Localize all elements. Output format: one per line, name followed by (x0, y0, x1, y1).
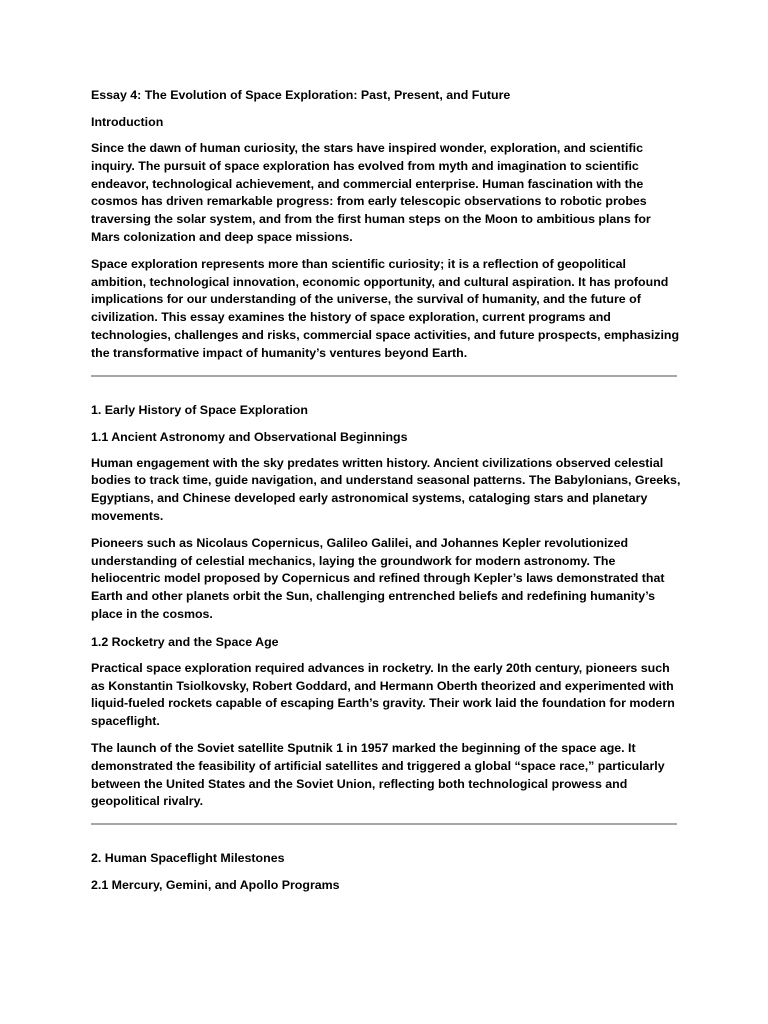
section-1-1-paragraph-1: Human engagement with the sky predates written history. Ancient civilizations observed celestial bodies to track time, guide navigation, and understand seasonal patterns. The Babylonians, Greeks, Egyptians, and Chinese developed early astronomical systems, cataloging stars and planetary movements. (91, 455, 681, 523)
section-divider-1 (91, 375, 677, 377)
section-1-1-paragraph-2: Pioneers such as Nicolaus Copernicus, Galileo Galilei, and Johannes Kepler revolutionized understanding of celestial mechanics, laying the groundwork for modern astronomy. The heliocentric model proposed by Copernicus and refined through Kepler’s laws demonstrated that Earth and other planets orbit the Sun, challenging entrenched beliefs and redefining humanity’s place in the cosmos. (91, 535, 665, 621)
section-1-1-heading: 1.1 Ancient Astronomy and Observational Beginnings (91, 429, 408, 444)
document-title: Essay 4: The Evolution of Space Exploration: Past, Present, and Future (91, 88, 511, 102)
document-page (91, 86, 681, 903)
section-1-2-heading: 1.2 Rocketry and the Space Age (91, 634, 279, 649)
section-1-heading: 1. Early History of Space Exploration (91, 402, 308, 417)
introduction-paragraph-1: Since the dawn of human curiosity, the stars have inspired wonder, exploration, and scientific inquiry. The pursuit of space exploration has evolved from myth and imagination to scientific endeavor, technological achievement, and commercial enterprise. Human fascination with the cosmos has driven remarkable progress: from early telescopic observations to robotic probes traversing the solar system, and from the first human steps on the Moon to ambitious plans for Mars colonization and deep space missions. (91, 141, 651, 244)
section-1-2-paragraph-2: The launch of the Soviet satellite Sputnik 1 in 1957 marked the beginning of the space age. It demonstrated the feasibility of artificial satellites and triggered a global “space race,” particularly between the United States and the Soviet Union, reflecting both technological prowess and geopolitical rivalry. (91, 740, 665, 809)
section-2-1-heading: 2.1 Mercury, Gemini, and Apollo Programs (91, 878, 340, 893)
introduction-paragraph-2: Space exploration represents more than scientific curiosity; it is a reflection of geopolitical ambition, technological innovation, economic opportunity, and cultural aspiration. It has profound implications for our understanding of the universe, the survival of humanity, and the future of civilization. This essay examines the history of space exploration, current programs and technologies, challenges and risks, commercial space activities, and future prospects, emphasizing the transformative impact of humanity’s ventures beyond Earth. (91, 256, 680, 360)
introduction-heading: Introduction (91, 115, 164, 129)
section-divider-2 (91, 823, 677, 825)
section-1-2-paragraph-1: Practical space exploration required advances in rocketry. In the early 20th century, pioneers such as Konstantin Tsiolkovsky, Robert Goddard, and Hermann Oberth theorized and experimented with liquid-fueled rockets capable of escaping Earth’s gravity. Their work laid the foundation for modern spaceflight. (91, 660, 675, 729)
section-2-heading: 2. Human Spaceflight Milestones (91, 851, 285, 866)
